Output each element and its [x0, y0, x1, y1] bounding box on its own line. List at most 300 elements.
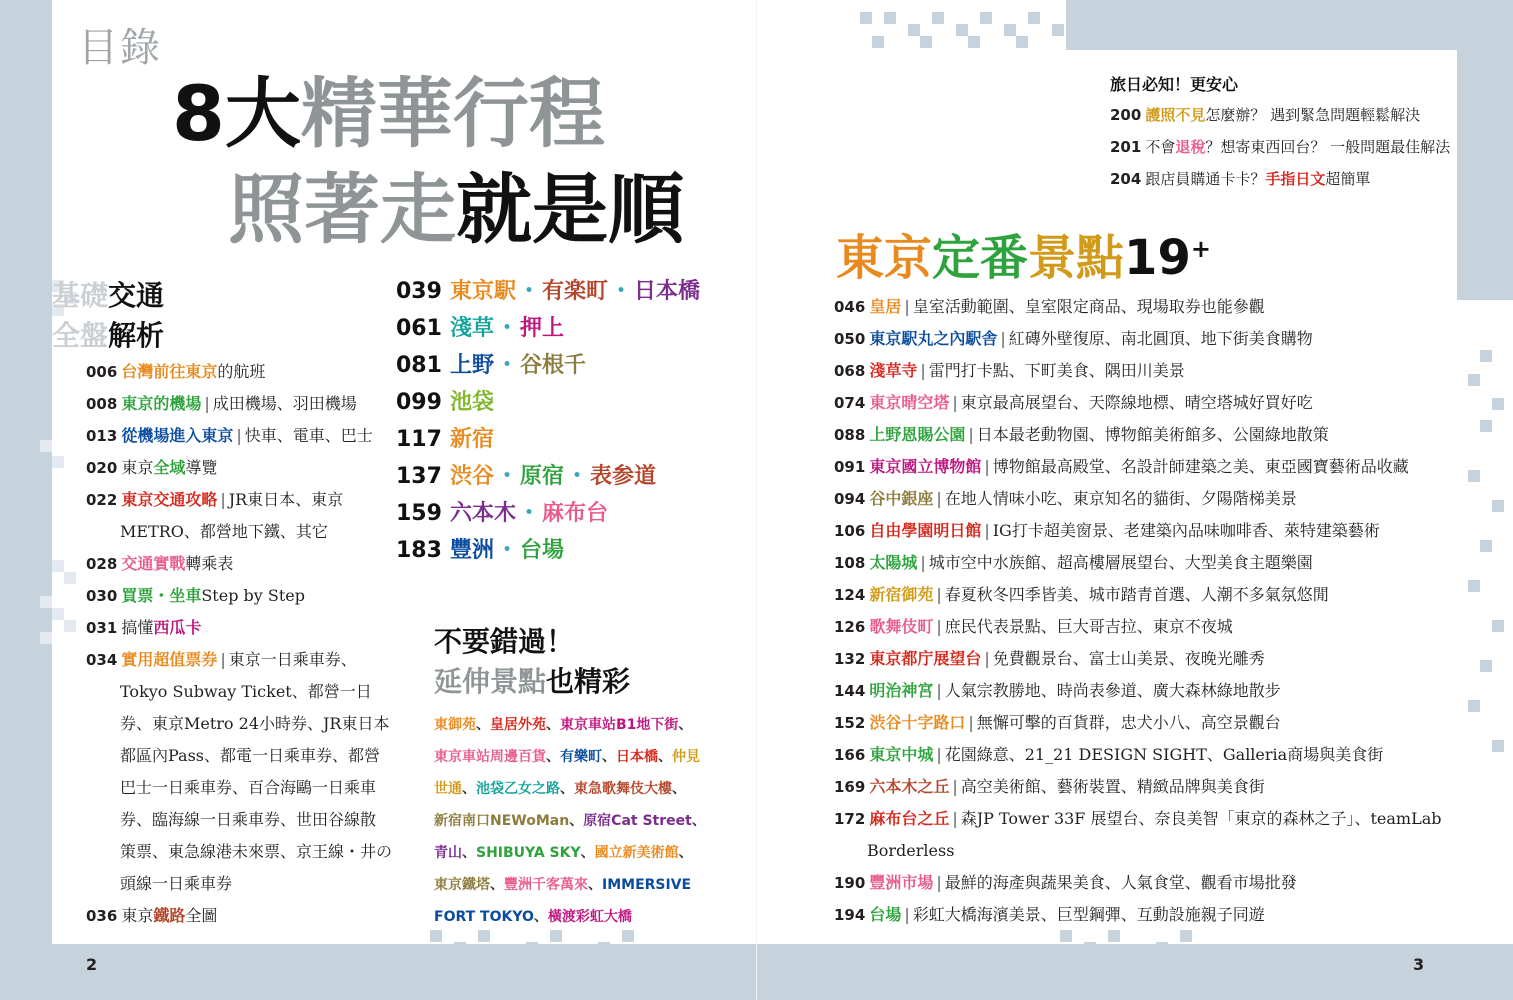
- spot-item: [834, 809, 1442, 829]
- page-number: 030: [86, 587, 118, 605]
- extend-place: 東京車站B1地下街: [560, 717, 679, 733]
- page-gutter: [756, 0, 757, 1000]
- itinerary-place: 押上: [519, 316, 564, 341]
- item-text: 導覽: [185, 458, 218, 477]
- page-number: 068: [834, 362, 866, 380]
- page-number: 006: [86, 363, 118, 381]
- itinerary-place: 東京駅: [449, 279, 516, 304]
- page-number: 061: [396, 316, 442, 341]
- spot-item: [834, 681, 1281, 701]
- pixel-block: [64, 572, 76, 584]
- itinerary-place: 表参道: [590, 464, 657, 489]
- spot-desc: 庶民代表景點、巨大哥吉拉、東京不夜城: [944, 617, 1233, 636]
- spot-item: [834, 425, 1329, 445]
- spot-desc: 在地人情味小吃、東京知名的貓街、夕陽階梯美景: [944, 489, 1297, 508]
- separator: |: [1000, 329, 1006, 348]
- page-number: 152: [834, 714, 866, 732]
- dot-separator: ・: [495, 316, 518, 341]
- extend-place: 、: [691, 813, 706, 829]
- item-text: 的航班: [217, 362, 266, 381]
- spot-name: 東京都庁展望台: [869, 649, 982, 668]
- ticket-cont-line: 策票、東急線港未來票、京王線・井の: [120, 842, 393, 861]
- basics-item: [86, 426, 373, 446]
- ticket-cont-line: 券、東京Metro 24小時券、JR東日本: [120, 714, 390, 733]
- pixel-block: [1480, 660, 1492, 672]
- separator: |: [936, 489, 942, 508]
- spot-name: 東京國立博物館: [869, 457, 982, 476]
- separator: |: [904, 297, 910, 316]
- page-number: 124: [834, 586, 866, 604]
- left-edge-bar: [0, 0, 52, 1000]
- basics-title-line1: [52, 276, 164, 316]
- page-number: 046: [834, 298, 866, 316]
- ticket-cont-line: Tokyo Subway Ticket、都營一日: [120, 682, 372, 701]
- extend-place: 、: [462, 781, 476, 797]
- spot-name: 淺草寺: [869, 361, 918, 380]
- dot-separator: ・: [495, 464, 518, 489]
- pixel-block: [52, 608, 64, 620]
- item-text: 成田機場、羽田機場: [212, 394, 357, 413]
- pixel-block: [574, 954, 586, 966]
- extend-place: 仲見: [672, 749, 700, 765]
- spot-desc: 彩虹大橋海濱美景、巨型鋼彈、互動設施親子同遊: [912, 905, 1265, 924]
- spot-desc: 博物館最高殿堂、名設計師建築之美、東亞國寶藝術品收藏: [992, 457, 1409, 476]
- tip-highlight: 護照不見: [1145, 106, 1206, 124]
- tip-text: ？想寄東西回台？ 一般問題最佳解法: [1205, 138, 1451, 156]
- itinerary-item: [396, 533, 564, 564]
- spot-desc: 春夏秋冬四季皆美、城市踏青首選、人潮不多氣氛悠閒: [944, 585, 1329, 604]
- spot-name: 豐洲市場: [869, 873, 934, 892]
- item-highlight: 東京交通攻略: [121, 490, 218, 509]
- page-number: 074: [834, 394, 866, 412]
- page-number: 099: [396, 390, 442, 415]
- spot-desc: 城市空中水族館、超高樓層展望台、大型美食主題樂園: [928, 553, 1313, 572]
- separator: |: [920, 553, 926, 572]
- spots-title-plus: +: [1190, 235, 1211, 263]
- extend-place: 、: [658, 749, 672, 765]
- itinerary-item: [396, 311, 564, 342]
- separator: |: [204, 394, 210, 413]
- basics-title-line2: [52, 316, 164, 356]
- spot-name: 歌舞伎町: [869, 617, 934, 636]
- spot-desc-cont: Borderless: [867, 841, 955, 860]
- separator: |: [952, 393, 958, 412]
- tip-item: [1110, 105, 1420, 125]
- pixel-block: [932, 12, 944, 24]
- separator: |: [984, 457, 990, 476]
- spot-item: [834, 713, 1281, 733]
- page-number: 117: [396, 427, 442, 452]
- dot-separator: ・: [495, 538, 518, 563]
- pixel-block: [1052, 24, 1064, 36]
- spots-title-b: 定番: [932, 230, 1029, 286]
- ticket-cont-line: 都區內Pass、都電一日乘車券、都營: [120, 746, 381, 765]
- extend-place: 橫渡彩虹大橋: [547, 909, 632, 925]
- spot-name: 六本木之丘: [869, 777, 950, 796]
- separator: |: [952, 777, 958, 796]
- page-number: 094: [834, 490, 866, 508]
- itinerary-place: 豐洲: [449, 538, 494, 563]
- page-number: 204: [1110, 170, 1142, 188]
- extend-place: 、: [476, 717, 490, 733]
- itinerary-place: 新宿: [449, 427, 494, 452]
- item-text: 東京一日乘車券、: [228, 650, 357, 669]
- extend-place: 東御苑: [434, 717, 476, 733]
- item-highlight: 西瓜卡: [153, 618, 202, 637]
- basics-t1a: 基礎: [52, 279, 109, 312]
- basics-t2b: 解析: [108, 319, 165, 352]
- separator: |: [968, 425, 974, 444]
- page-number: 159: [396, 501, 442, 526]
- spot-desc: 日本最老動物園、博物館美術館多、公園綠地散策: [976, 425, 1329, 444]
- pixel-block: [1156, 942, 1168, 954]
- spot-item: [834, 617, 1233, 637]
- basics-item: [86, 394, 357, 414]
- bottom-band-left: [0, 944, 756, 1000]
- pixel-block: [64, 620, 76, 632]
- pixel-block: [1016, 36, 1028, 48]
- pixel-block: [646, 954, 658, 966]
- pixel-block: [1480, 350, 1492, 362]
- spot-desc: 雷門打卡點、下町美食、隅田川美景: [928, 361, 1185, 380]
- extend-place: 日本橋: [616, 749, 658, 765]
- pixel-block: [40, 440, 52, 452]
- spot-desc: 東京最高展望台、天際線地標、晴空塔城好買好吃: [960, 393, 1313, 412]
- hero-headline-line1: [172, 69, 605, 158]
- basics-item: [86, 458, 217, 478]
- dot-separator: ・: [517, 501, 540, 526]
- itinerary-item: [396, 459, 656, 490]
- hero-l1a: 8大: [172, 69, 301, 158]
- separator: |: [236, 426, 242, 445]
- spot-name: 太陽城: [869, 553, 918, 572]
- page-number: 200: [1110, 106, 1142, 124]
- extend-t2a: 延伸景點: [434, 665, 547, 698]
- extend-title-line1: 不要錯過！: [434, 625, 575, 658]
- pixel-block: [40, 632, 52, 644]
- page-number: 172: [834, 810, 866, 828]
- extend-place: 、: [580, 845, 595, 861]
- itinerary-item: [396, 422, 494, 453]
- ticket-cont-line: 巴士一日乘車券、百合海鷗一日乘車: [120, 778, 377, 797]
- bottom-band-right: [756, 944, 1513, 1000]
- pixel-block: [454, 942, 466, 954]
- pixel-block: [40, 596, 52, 608]
- page-number: 013: [86, 427, 118, 445]
- tip-highlight: 退稅: [1175, 138, 1206, 156]
- extend-t2b: 也精彩: [546, 665, 631, 698]
- extend-line: [434, 906, 632, 926]
- spot-desc: 皇室活動範圍、皇室限定商品、現場取券也能參觀: [912, 297, 1265, 316]
- basics-t1b: 交通: [108, 279, 165, 312]
- spots-title-c: 景點: [1028, 230, 1125, 286]
- hero-headline-line2: [228, 165, 684, 254]
- page-number: 081: [396, 353, 442, 378]
- page-number: 088: [834, 426, 866, 444]
- page-number: 190: [834, 874, 866, 892]
- pixel-block: [980, 12, 992, 24]
- item-highlight: 交通實戰: [121, 554, 186, 573]
- extend-place: 東京車站周邊百貨: [434, 749, 546, 765]
- spots-title: [836, 230, 1211, 286]
- spot-item: [834, 489, 1297, 509]
- pixel-block: [1480, 540, 1492, 552]
- separator: |: [936, 745, 942, 764]
- pixel-block: [52, 456, 64, 468]
- pixel-block: [1468, 580, 1480, 592]
- extend-place: IMMERSIVE: [602, 877, 692, 893]
- spot-name: 新宿御苑: [869, 585, 934, 604]
- item-highlight: 全域: [153, 458, 186, 477]
- extend-place: 、: [490, 877, 504, 893]
- separator: |: [952, 809, 958, 828]
- extend-place: 、: [588, 877, 602, 893]
- itinerary-item: [396, 385, 494, 416]
- extend-place: 皇居外苑: [490, 717, 546, 733]
- pixel-block: [1060, 930, 1072, 942]
- dot-separator: ・: [565, 464, 588, 489]
- extend-place: 、: [678, 717, 693, 733]
- extend-place: 、: [546, 749, 560, 765]
- item-highlight: 台灣前往東京: [121, 362, 218, 381]
- page-number-left: 2: [86, 955, 98, 974]
- extend-place: 、: [672, 781, 686, 797]
- spot-item: [834, 297, 1265, 317]
- tips-title: 旅日必知！更安心: [1110, 75, 1239, 94]
- separator: |: [920, 361, 926, 380]
- basics-item: [86, 906, 217, 926]
- extend-line: [434, 746, 700, 766]
- itinerary-place: 有楽町: [541, 279, 608, 304]
- pixel-block: [1468, 374, 1480, 386]
- item-highlight: 鐵路: [153, 906, 186, 925]
- hero-l1b: 精華行程: [300, 69, 605, 158]
- pixel-block: [908, 24, 920, 36]
- spot-desc: 紅磚外壁復原、南北圓頂、地下街美食購物: [1008, 329, 1313, 348]
- extend-place: 、: [569, 813, 584, 829]
- ticket-cont-line: 頭線一日乘車券: [120, 874, 233, 893]
- item-highlight: 從機場進入東京: [121, 426, 234, 445]
- pixel-block: [550, 930, 562, 942]
- tip-prefix: 跟店員購通卡卡？: [1145, 170, 1266, 188]
- tip-item: [1110, 137, 1450, 157]
- spot-item: [834, 553, 1313, 573]
- basics-item: [86, 490, 343, 510]
- pixel-block: [956, 24, 968, 36]
- page-number: 108: [834, 554, 866, 572]
- item-highlight: 實用超值票券: [121, 650, 218, 669]
- tip-text: 怎麼辦？ 遇到緊急問題輕鬆解決: [1205, 106, 1421, 124]
- extend-line: [434, 810, 706, 830]
- extend-place: 世通: [434, 781, 462, 797]
- extend-line: [434, 714, 692, 734]
- ticket-cont-line: 券、臨海線一日乘車券、世田谷線散: [120, 810, 377, 829]
- spot-item: [834, 521, 1380, 541]
- separator: |: [984, 649, 990, 668]
- pixel-block: [1468, 700, 1480, 712]
- page-number: 091: [834, 458, 866, 476]
- section-title: 目錄: [78, 25, 162, 71]
- pixel-block: [1492, 500, 1504, 512]
- extend-place: 青山: [434, 845, 462, 861]
- itinerary-place: 池袋: [449, 390, 494, 415]
- spot-name: 東京駅丸之內駅舎: [869, 329, 998, 348]
- pixel-block: [1084, 942, 1096, 954]
- item-text: 轉乘表: [185, 554, 234, 573]
- tip-prefix: 不會: [1145, 138, 1176, 156]
- itinerary-place: 日本橋: [634, 279, 701, 304]
- extend-place: 東急歌舞伎大樓: [574, 781, 672, 797]
- spot-item: [834, 649, 1265, 669]
- basics-item: [86, 618, 201, 638]
- extend-place: 、: [533, 909, 548, 925]
- page-number: 169: [834, 778, 866, 796]
- pixel-block: [920, 36, 932, 48]
- page-number: 022: [86, 491, 118, 509]
- item-highlight: 買票・坐車: [121, 586, 202, 605]
- extend-title-line2: [434, 662, 630, 702]
- dot-separator: ・: [495, 353, 518, 378]
- pixel-block: [968, 36, 980, 48]
- pixel-block: [622, 930, 634, 942]
- spot-desc: 人氣宗教勝地、時尚表參道、廣大森林綠地散步: [944, 681, 1281, 700]
- item-prefix: 東京: [121, 458, 154, 477]
- page-number: 031: [86, 619, 118, 637]
- item-text: JR東日本、東京: [228, 490, 344, 509]
- itinerary-place: 台場: [519, 538, 564, 563]
- spot-item: [834, 905, 1265, 925]
- hero-l2a: 照著走: [228, 165, 456, 254]
- separator: |: [936, 873, 942, 892]
- item-prefix: 搞懂: [121, 618, 154, 637]
- extend-place: 、: [560, 781, 574, 797]
- tip-item: [1110, 169, 1370, 189]
- spot-name: 東京晴空塔: [869, 393, 950, 412]
- pixel-block: [860, 12, 872, 24]
- separator: |: [220, 650, 226, 669]
- pixel-block: [1204, 954, 1216, 966]
- spot-item: [834, 361, 1185, 381]
- spot-name: 渋谷十字路口: [869, 713, 966, 732]
- spot-name: 麻布台之丘: [869, 809, 950, 828]
- page-number-right: 3: [1413, 955, 1425, 974]
- pixel-block: [526, 942, 538, 954]
- page-number: 137: [396, 464, 442, 489]
- pixel-block: [872, 36, 884, 48]
- basics-item: [86, 586, 305, 606]
- spot-name: 自由學園明日館: [869, 521, 982, 540]
- page-number: 194: [834, 906, 866, 924]
- spot-item: [834, 457, 1409, 477]
- itinerary-place: 渋谷: [449, 464, 494, 489]
- extend-place: 原宿Cat Street: [583, 813, 692, 829]
- extend-place: 、: [602, 749, 616, 765]
- spot-item: [834, 393, 1313, 413]
- page-number: 106: [834, 522, 866, 540]
- item-text: Step by Step: [201, 586, 305, 605]
- pixel-block: [502, 954, 514, 966]
- extend-place: 池袋乙女之路: [476, 781, 560, 797]
- pixel-block: [1180, 930, 1192, 942]
- page-number: 036: [86, 907, 118, 925]
- page-number: 034: [86, 651, 118, 669]
- page-number: 183: [396, 538, 442, 563]
- spot-name: 皇居: [869, 297, 902, 316]
- dot-separator: ・: [517, 279, 540, 304]
- extend-line: [434, 778, 686, 798]
- itinerary-place: 六本木: [449, 501, 516, 526]
- pixel-block: [52, 560, 64, 572]
- pixel-block: [1028, 12, 1040, 24]
- pixel-block: [1132, 954, 1144, 966]
- spot-desc: 高空美術館、藝術裝置、精緻品牌與美食街: [960, 777, 1265, 796]
- spot-desc: 最鮮的海產與蔬果美食、人氣食堂、觀看市場批發: [944, 873, 1297, 892]
- spot-item: [834, 777, 1265, 797]
- separator: |: [904, 905, 910, 924]
- top-band-right: [1066, 0, 1513, 50]
- basics-t2a: 全盤: [52, 319, 109, 352]
- extend-place: 、: [546, 717, 560, 733]
- pixel-block: [1492, 398, 1504, 410]
- extend-place: 豐洲千客萬來: [504, 877, 588, 893]
- pixel-block: [430, 930, 442, 942]
- hero-l2b: 就是順: [456, 165, 684, 254]
- page-number: 008: [86, 395, 118, 413]
- spot-item: [834, 873, 1297, 893]
- spot-item: [834, 585, 1329, 605]
- page-number: 039: [396, 279, 442, 304]
- dot-separator: ・: [609, 279, 632, 304]
- page-number: 166: [834, 746, 866, 764]
- page-number: 144: [834, 682, 866, 700]
- extend-line: [434, 842, 693, 862]
- page-number: 126: [834, 618, 866, 636]
- basics-item: [86, 554, 233, 574]
- spot-name: 台場: [869, 905, 902, 924]
- extend-place: 東京鐵塔: [434, 877, 490, 893]
- itinerary-item: [396, 348, 586, 379]
- spot-desc: IG打卡超美窗景、老建築內品味咖啡香、萊特建築藝術: [992, 521, 1380, 540]
- basics-item-cont: METRO、都營地下鐵、其它: [120, 522, 328, 541]
- pixel-block: [1468, 470, 1480, 482]
- spot-item: [834, 329, 1313, 349]
- tip-text: 超簡單: [1325, 170, 1371, 188]
- item-highlight: 東京的機場: [121, 394, 202, 413]
- page-number: 132: [834, 650, 866, 668]
- pixel-block: [1480, 420, 1492, 432]
- separator: |: [984, 521, 990, 540]
- extend-place: 新宿南口NEWoMan: [434, 813, 570, 829]
- separator: |: [936, 681, 942, 700]
- itinerary-item: [396, 274, 700, 305]
- pixel-block: [1108, 930, 1120, 942]
- spot-desc: 森JP Tower 33F 展望台、奈良美智「東京的森林之子」、teamLab: [960, 809, 1442, 828]
- pixel-block: [478, 930, 490, 942]
- spot-desc: 免費觀景台、富士山美景、夜晚光雕秀: [992, 649, 1265, 668]
- pixel-block: [1004, 24, 1016, 36]
- extend-line: [434, 874, 691, 894]
- itinerary-place: 上野: [449, 353, 494, 378]
- extend-place: 、: [462, 845, 476, 861]
- basics-item: [86, 362, 265, 382]
- spot-name: 谷中銀座: [869, 489, 934, 508]
- page-number: 020: [86, 459, 118, 477]
- basics-item: [86, 650, 357, 670]
- spot-name: 上野恩賜公園: [869, 425, 966, 444]
- extend-place: 國立新美術館: [594, 845, 679, 861]
- separator: |: [220, 490, 226, 509]
- spots-title-d: 19: [1124, 230, 1191, 286]
